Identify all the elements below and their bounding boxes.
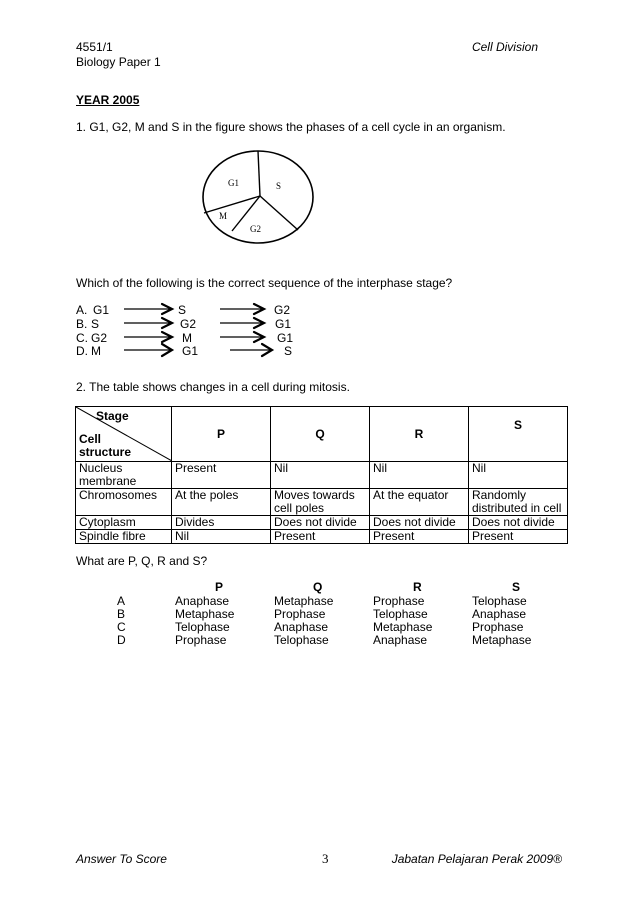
option-p: Metaphase [175, 607, 235, 621]
option-q: Prophase [274, 607, 326, 621]
option-phase-3: G2 [274, 303, 291, 317]
table-cell: Does not divide [271, 516, 370, 530]
q2-text: 2. The table shows changes in a cell during mitosis. [76, 380, 350, 394]
footer-left: Answer To Score [76, 852, 167, 866]
table-row [76, 530, 568, 544]
table-row [76, 516, 568, 530]
table-col-header: P [172, 407, 271, 462]
row-structure: Spindle fibre [76, 530, 172, 544]
option-r: Prophase [373, 594, 425, 608]
option-phase-2: G1 [182, 344, 199, 358]
table-cell: Does not divide [370, 516, 469, 530]
option-s: Anaphase [472, 607, 527, 621]
option-s: Metaphase [472, 633, 532, 647]
table-cell: Randomly distributed in cell [469, 489, 568, 516]
option-q: Metaphase [274, 594, 334, 608]
table-cell: Divides [172, 516, 271, 530]
divider-g1-s [258, 151, 260, 196]
option-s: Telophase [472, 594, 527, 608]
option-r: Anaphase [373, 633, 428, 647]
option-letter: C [117, 620, 126, 634]
option-phase-1: M [91, 344, 101, 358]
q2-question: What are P, Q, R and S? [76, 554, 208, 568]
option-letter: A. [76, 303, 88, 317]
option-p: Prophase [175, 633, 227, 647]
label-s: S [276, 181, 282, 191]
paper-subject: Biology Paper 1 [76, 55, 161, 69]
paper-code: 4551/1 [76, 40, 113, 54]
table-cell: Does not divide [469, 516, 568, 530]
table-cell: Nil [469, 462, 568, 489]
option-letter: B. [76, 317, 88, 331]
answer-header-s: S [512, 580, 521, 594]
year-heading: YEAR 2005 [76, 93, 140, 107]
option-p: Telophase [175, 620, 230, 634]
table-cell: At the poles [172, 489, 271, 516]
row-structure: Chromosomes [76, 489, 172, 516]
row-structure: Cytoplasm [76, 516, 172, 530]
table-row [76, 462, 568, 489]
label-m: M [219, 211, 228, 221]
table-col-header: Q [271, 407, 370, 462]
row-structure: Nucleus membrane [76, 462, 172, 489]
sequence-arrows [120, 302, 280, 360]
option-phase-3: G1 [275, 317, 292, 331]
option-r: Metaphase [373, 620, 433, 634]
option-letter: A [117, 594, 126, 608]
answer-header-r: R [413, 580, 422, 594]
table-col-header: R [370, 407, 469, 462]
table-cell: Present [469, 530, 568, 544]
paper-topic: Cell Division [471, 40, 538, 54]
answer-header-p: P [215, 580, 224, 594]
cell-cycle-figure [200, 148, 318, 246]
option-letter: D [117, 633, 126, 647]
table-header-row [76, 407, 568, 462]
table-cell: Nil [271, 462, 370, 489]
option-phase-1: S [91, 317, 100, 331]
corner-structure-label: Cell structure [79, 432, 132, 459]
option-s: Prophase [472, 620, 524, 634]
q1-text: 1. G1, G2, M and S in the figure shows the phases of a cell cycle in an organism. [76, 120, 506, 134]
option-phase-2: M [182, 331, 192, 345]
table-cell: Present [271, 530, 370, 544]
table-col-header: S [469, 407, 568, 462]
answer-header-q: Q [313, 580, 323, 594]
label-g1: G1 [228, 178, 239, 188]
page-number: 3 [322, 851, 329, 866]
table-cell: Present [172, 462, 271, 489]
option-q: Anaphase [274, 620, 329, 634]
option-letter: D. [76, 344, 88, 358]
option-r: Telophase [373, 607, 428, 621]
option-phase-1: G2 [91, 331, 108, 345]
option-phase-1: G1 [93, 303, 110, 317]
table-corner-cell [76, 407, 172, 462]
option-phase-2: S [178, 303, 187, 317]
option-letter: B [117, 607, 126, 621]
q1-question: Which of the following is the correct sequence of the interphase stage? [76, 276, 453, 290]
divider-s-g2 [260, 196, 298, 230]
label-g2: G2 [250, 224, 261, 234]
footer-right: Jabatan Pelajaran Perak 2009® [391, 852, 562, 866]
table-cell: Nil [172, 530, 271, 544]
table-cell: Present [370, 530, 469, 544]
option-phase-3: S [284, 344, 293, 358]
option-p: Anaphase [175, 594, 230, 608]
corner-stage-label: Stage [96, 409, 129, 423]
option-phase-2: G2 [180, 317, 197, 331]
table-cell: Moves towards cell poles [271, 489, 370, 516]
mitosis-table [75, 406, 568, 544]
option-letter: C. [76, 331, 88, 345]
table-cell: Nil [370, 462, 469, 489]
option-q: Telophase [274, 633, 329, 647]
table-cell: At the equator [370, 489, 469, 516]
option-phase-3: G1 [277, 331, 294, 345]
divider-m-g1 [204, 196, 260, 213]
table-row [76, 489, 568, 516]
